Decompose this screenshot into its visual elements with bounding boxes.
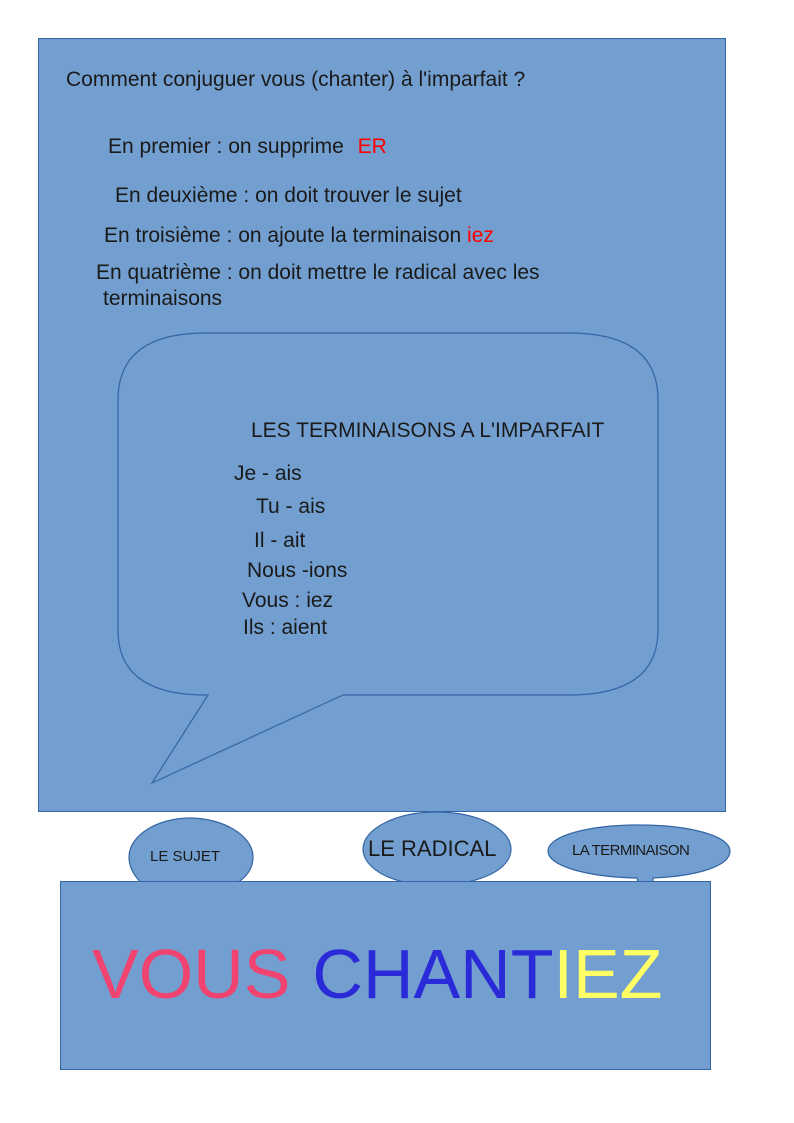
step-3: En troisième : on ajoute la terminaison iez — [104, 224, 494, 247]
ending-row-je: Je - ais — [234, 462, 302, 485]
radical-callout-label: LE RADICAL — [368, 836, 497, 861]
endings-title: LES TERMINAISONS A L'IMPARFAIT — [251, 419, 605, 442]
ending-row-nous: Nous -ions — [247, 559, 348, 582]
step-4: En quatrième : on doit mettre le radical avec les — [96, 261, 540, 284]
conjugated-ending: IEZ — [553, 935, 663, 1013]
question-title: Comment conjuguer vous (chanter) à l'imparfait ? — [66, 68, 526, 91]
step-1-highlight: ER — [357, 135, 387, 158]
conjugated-radical: CHANT — [312, 935, 554, 1013]
conjugated-form — [92, 932, 662, 1016]
step-3-highlight: iez — [467, 224, 494, 247]
ending-row-il: Il - ait — [254, 529, 306, 552]
endings-speech-bubble — [118, 333, 658, 783]
conjugated-subject: VOUS — [92, 935, 291, 1013]
step-4-continuation: terminaisons — [103, 287, 223, 310]
ending-row-tu: Tu - ais — [256, 495, 326, 518]
step-2: En deuxième : on doit trouver le sujet — [115, 184, 462, 207]
step-1: En premier : on supprime ER — [108, 135, 387, 158]
ending-callout-label: LA TERMINAISON — [572, 842, 690, 859]
ending-row-ils: Ils : aient — [243, 616, 328, 639]
ending-row-vous: Vous : iez — [242, 589, 334, 612]
subject-callout-label: LE SUJET — [150, 848, 221, 865]
